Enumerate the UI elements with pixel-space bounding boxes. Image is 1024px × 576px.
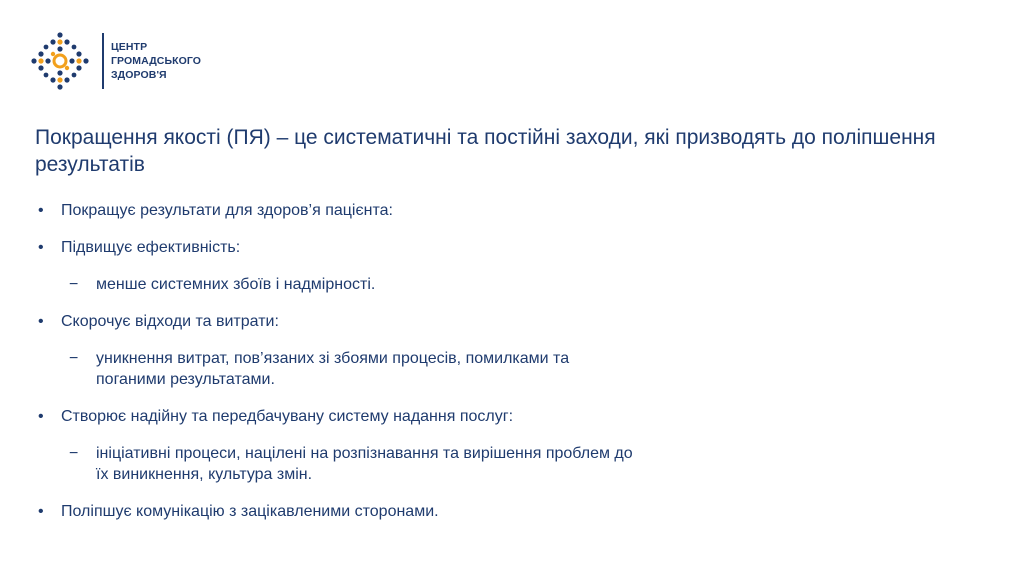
- logo-text-line2: ГРОМАДСЬКОГО: [111, 55, 202, 67]
- bullet-marker: •: [38, 313, 44, 330]
- sub-list-item-text-cont: поганими результатами.: [96, 371, 275, 388]
- list-item-text: Покращує результати для здоров’я пацієнта:: [61, 202, 393, 219]
- public-health-center-logo-icon: [30, 31, 90, 91]
- logo: [30, 30, 201, 92]
- bullet-marker: •: [38, 202, 44, 219]
- bullet-marker: •: [38, 239, 44, 256]
- logo-text-line1: ЦЕНТР: [111, 41, 148, 53]
- list-item-text: Підвищує ефективність:: [61, 239, 241, 256]
- list-item: [35, 501, 995, 522]
- sub-list-item-text-cont: їх виникнення, культура змін.: [96, 466, 313, 483]
- logo-text-line3: ЗДОРОВ'Я: [111, 69, 167, 81]
- list-item: [35, 311, 995, 332]
- list-item: [35, 406, 995, 427]
- sub-list-item-text: ініціативні процеси, націлені на розпізнавання та вирішення проблем до: [96, 445, 633, 462]
- bullet-marker: •: [38, 408, 44, 425]
- sub-list-item-text: менше системних збоїв і надмірності.: [96, 276, 376, 293]
- sub-list-item: [35, 443, 995, 485]
- list-item-text: Поліпшує комунікацію з зацікавленими сторонами.: [61, 503, 439, 520]
- list-item-text: Створює надійну та передбачувану систему надання послуг:: [61, 408, 514, 425]
- logo-text: [111, 40, 201, 82]
- slide-title: Покращення якості (ПЯ) – це систематичні та постійні заходи, які призводять до поліпшення результатів: [35, 126, 936, 176]
- sub-list-item: [35, 274, 995, 295]
- list-item-text: Скорочує відходи та витрати:: [61, 313, 279, 330]
- bullet-list: [35, 200, 995, 522]
- bullet-marker: •: [38, 503, 44, 520]
- sub-marker: −: [69, 350, 79, 367]
- list-item: [35, 237, 995, 258]
- sub-list-item: [35, 348, 995, 390]
- list-item: [35, 200, 995, 221]
- sub-list-item-text: уникнення витрат, пов’язаних зі збоями процесів, помилками та: [96, 350, 570, 367]
- sub-marker: −: [69, 276, 79, 293]
- logo-divider: [102, 33, 104, 89]
- sub-marker: −: [69, 445, 79, 462]
